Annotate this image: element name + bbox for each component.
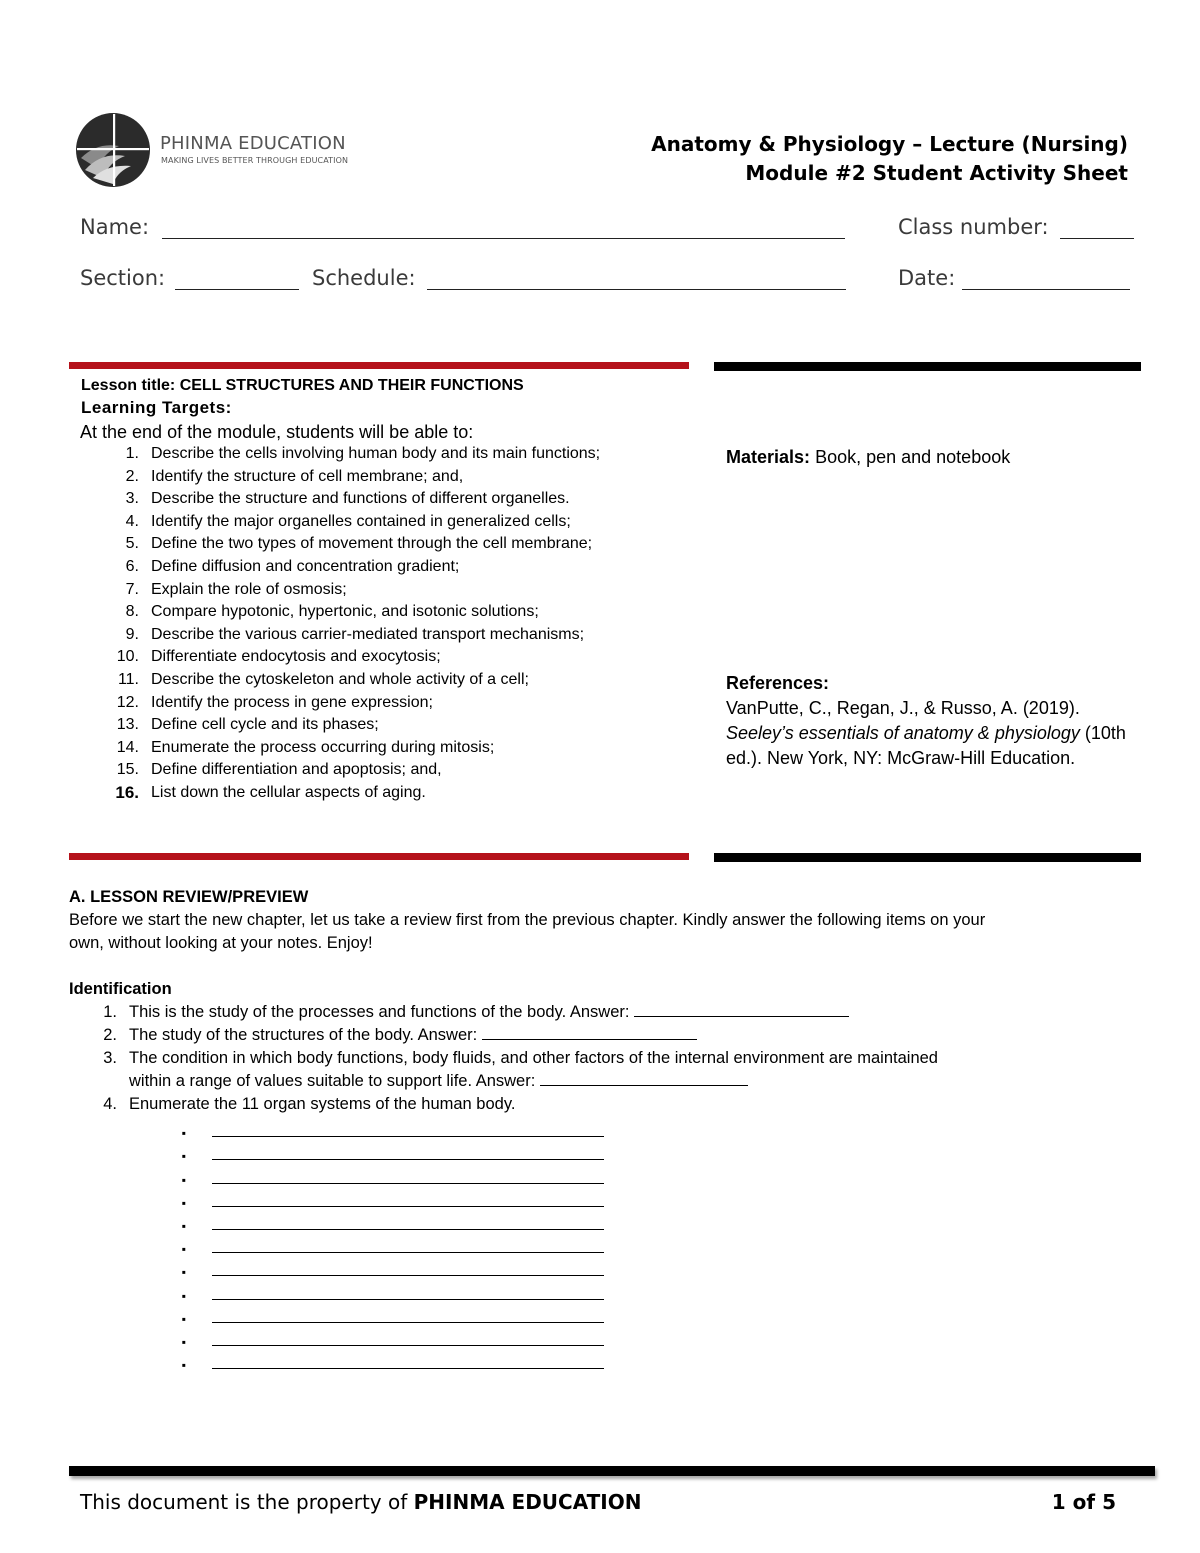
learning-target-item (81, 466, 681, 489)
answer-2-blank[interactable] (482, 1039, 697, 1040)
identification-item (69, 1024, 1029, 1047)
lesson-title-label: Lesson title: (81, 377, 176, 394)
name-label: Name: (80, 215, 150, 239)
learning-target-text: Differentiate endocytosis and exocytosis; (151, 648, 441, 666)
organ-system-blank-item (69, 1209, 1029, 1232)
learning-target-item (81, 601, 681, 624)
organ-system-blank-item (69, 1162, 1029, 1185)
reference-entry (726, 696, 1126, 771)
learning-target-text: Explain the role of osmosis; (151, 580, 347, 598)
section-label: Section: (80, 266, 166, 290)
learning-target-item (81, 759, 681, 782)
references (726, 671, 1126, 771)
item-number: 1. (103, 1003, 117, 1021)
learning-target-text: Define diffusion and concentration gradient; (151, 557, 460, 575)
organ-system-blank-item (69, 1255, 1029, 1278)
learning-target-text: Define cell cycle and its phases; (151, 716, 379, 734)
materials (726, 447, 1010, 468)
materials-label: Materials: (726, 447, 811, 467)
footer-owner: PHINMA EDUCATION (413, 1490, 642, 1514)
learning-target-number: 13. (116, 716, 139, 734)
learning-target-number: 3. (125, 490, 139, 508)
learning-target-text: Define differentiation and apoptosis; and, (151, 761, 442, 779)
learning-target-text: Define the two types of movement through the cell membrane; (151, 535, 593, 553)
answer-1-blank[interactable] (634, 1016, 849, 1017)
learning-target-text: Describe the various carrier-mediated transport mechanisms; (151, 625, 585, 643)
learning-target-number: 16. (115, 782, 139, 802)
learning-target-text: Describe the cytoskeleton and whole activity of a cell; (151, 670, 529, 688)
learning-target-item (81, 737, 681, 760)
organ-system-blank-item (69, 1139, 1029, 1162)
logo-tagline: MAKING LIVES BETTER THROUGH EDUCATION (161, 156, 349, 165)
bullet-icon: ▪ (181, 1288, 186, 1303)
document-subtitle: Module #2 Student Activity Sheet (745, 161, 1128, 185)
reference-publisher: (10th ed.). New York, NY: McGraw-Hill Education. (726, 723, 1126, 768)
learning-target-text: Describe the structure and functions of different organelles. (151, 490, 570, 508)
lesson-title-text: CELL STRUCTURES AND THEIR FUNCTIONS (179, 377, 524, 394)
item-number: 3. (103, 1049, 117, 1067)
bullet-icon: ▪ (181, 1172, 186, 1187)
organ-system-answer-blank[interactable] (212, 1252, 604, 1253)
class-number-field[interactable] (1060, 238, 1134, 239)
organ-system-answer-blank[interactable] (212, 1299, 604, 1300)
section-a (69, 886, 1029, 1371)
footer-divider (69, 1466, 1155, 1476)
organ-system-answer-blank[interactable] (212, 1206, 604, 1207)
bullet-icon: ▪ (181, 1358, 186, 1373)
bullet-icon: ▪ (181, 1218, 186, 1233)
date-field[interactable] (962, 289, 1130, 290)
top-red-divider (69, 362, 689, 369)
organ-system-answer-blank[interactable] (212, 1159, 604, 1160)
bottom-black-divider (714, 853, 1141, 862)
learning-target-item (81, 556, 681, 579)
learning-target-item (81, 714, 681, 737)
bullet-icon: ▪ (181, 1265, 186, 1280)
organ-system-answer-blank[interactable] (212, 1136, 604, 1137)
lesson-block (81, 375, 681, 805)
learning-targets-intro: At the end of the module, students will be able to: (80, 422, 474, 442)
section-a-heading: A. LESSON REVIEW/PREVIEW (69, 888, 309, 906)
identification-item (69, 1093, 1029, 1116)
learning-target-number: 10. (116, 648, 139, 666)
learning-target-item (81, 669, 681, 692)
learning-target-item (81, 624, 681, 647)
organ-system-answer-blank[interactable] (212, 1229, 604, 1230)
learning-target-text: Identify the structure of cell membrane; and, (151, 467, 464, 485)
organ-system-blank-item (69, 1278, 1029, 1301)
item-text: The condition in which body functions, body fluids, and other factors of the internal environment are maintained within a range of values suitable to support life. Answer: (129, 1049, 938, 1090)
organ-system-blank-item (69, 1325, 1029, 1348)
organ-system-answer-blank[interactable] (212, 1368, 604, 1369)
learning-target-text: Enumerate the process occurring during mitosis; (151, 738, 495, 756)
page-number: 1 of 5 (1051, 1490, 1116, 1514)
bullet-icon: ▪ (181, 1149, 186, 1164)
organ-system-blank-item (69, 1116, 1029, 1139)
learning-target-text: List down the cellular aspects of aging. (151, 783, 426, 801)
learning-target-number: 2. (125, 467, 139, 485)
learning-target-text: Identify the major organelles contained in generalized cells; (151, 512, 571, 530)
learning-target-number: 11. (117, 670, 139, 688)
item-text: Enumerate the 11 organ systems of the human body. (129, 1095, 516, 1113)
learning-target-number: 7. (125, 580, 139, 598)
organ-system-answer-blank[interactable] (212, 1345, 604, 1346)
reference-authors: VanPutte, C., Regan, J., & Russo, A. (2019). (726, 698, 1080, 718)
bottom-red-divider (69, 853, 689, 860)
organ-system-answer-blank[interactable] (212, 1322, 604, 1323)
learning-target-number: 5. (125, 535, 139, 553)
answer-3-blank[interactable] (540, 1085, 748, 1086)
organ-systems-blank-list (69, 1116, 1029, 1371)
item-number: 4. (103, 1095, 117, 1113)
materials-text: Book, pen and notebook (815, 447, 1011, 467)
phinma-logo-icon (75, 112, 151, 188)
name-field[interactable] (162, 238, 845, 239)
document-title: Anatomy & Physiology – Lecture (Nursing) (651, 132, 1128, 156)
learning-targets-heading: Learning Targets: (81, 398, 232, 417)
learning-target-item (81, 692, 681, 715)
identification-item (69, 1047, 1029, 1093)
organ-system-answer-blank[interactable] (212, 1183, 604, 1184)
class-number-label: Class number: (898, 215, 1049, 239)
section-field[interactable] (175, 289, 299, 290)
learning-target-number: 15. (116, 761, 139, 779)
learning-target-number: 6. (125, 557, 139, 575)
learning-target-number: 1. (125, 445, 139, 462)
learning-target-item (81, 782, 681, 805)
learning-target-text: Compare hypotonic, hypertonic, and isotonic solutions; (151, 603, 539, 621)
section-a-intro: Before we start the new chapter, let us take a review first from the previous chapter. Kindly answer the following items on your own, without looking at your notes. Enjoy! (69, 911, 986, 952)
learning-target-item (81, 443, 681, 466)
learning-target-item (81, 511, 681, 534)
bullet-icon: ▪ (181, 1334, 186, 1349)
learning-target-text: Identify the process in gene expression; (151, 693, 433, 711)
identification-heading: Identification (69, 980, 172, 998)
references-label: References: (726, 673, 830, 693)
item-number: 2. (103, 1026, 117, 1044)
learning-target-number: 4. (125, 512, 139, 530)
bullet-icon: ▪ (181, 1195, 186, 1210)
date-label: Date: (898, 266, 956, 290)
learning-target-number: 14. (116, 738, 139, 756)
top-black-divider (714, 362, 1141, 371)
item-text: This is the study of the processes and functions of the body. Answer: (129, 1001, 849, 1024)
identification-list (69, 1001, 1029, 1116)
organ-system-answer-blank[interactable] (212, 1275, 604, 1276)
item-text: The study of the structures of the body. Answer: (129, 1024, 697, 1047)
identification-item (69, 1001, 1029, 1024)
learning-target-item (81, 488, 681, 511)
logo-name: PHINMA EDUCATION (160, 133, 346, 154)
bullet-icon: ▪ (181, 1311, 186, 1326)
reference-book-title: Seeley’s essentials of anatomy & physiology (726, 723, 1080, 743)
bullet-icon: ▪ (181, 1242, 186, 1257)
learning-target-number: 9. (125, 625, 139, 643)
learning-targets-list (81, 443, 681, 805)
bullet-icon: ▪ (181, 1126, 186, 1141)
organ-system-blank-item (69, 1302, 1029, 1325)
organ-system-blank-item (69, 1232, 1029, 1255)
learning-target-number: 8. (125, 603, 139, 621)
learning-target-item (81, 646, 681, 669)
footer-ownership (80, 1490, 641, 1514)
learning-target-number: 12. (116, 693, 139, 711)
learning-target-text: Describe the cells involving human body and its main functions; (151, 445, 601, 462)
schedule-label: Schedule: (312, 266, 416, 290)
schedule-field[interactable] (427, 289, 846, 290)
lesson-title (81, 375, 681, 397)
learning-target-item (81, 579, 681, 602)
organ-system-blank-item (69, 1348, 1029, 1371)
learning-target-item (81, 533, 681, 556)
footer-text-prefix: This document is the property of (80, 1490, 408, 1514)
organ-system-blank-item (69, 1186, 1029, 1209)
